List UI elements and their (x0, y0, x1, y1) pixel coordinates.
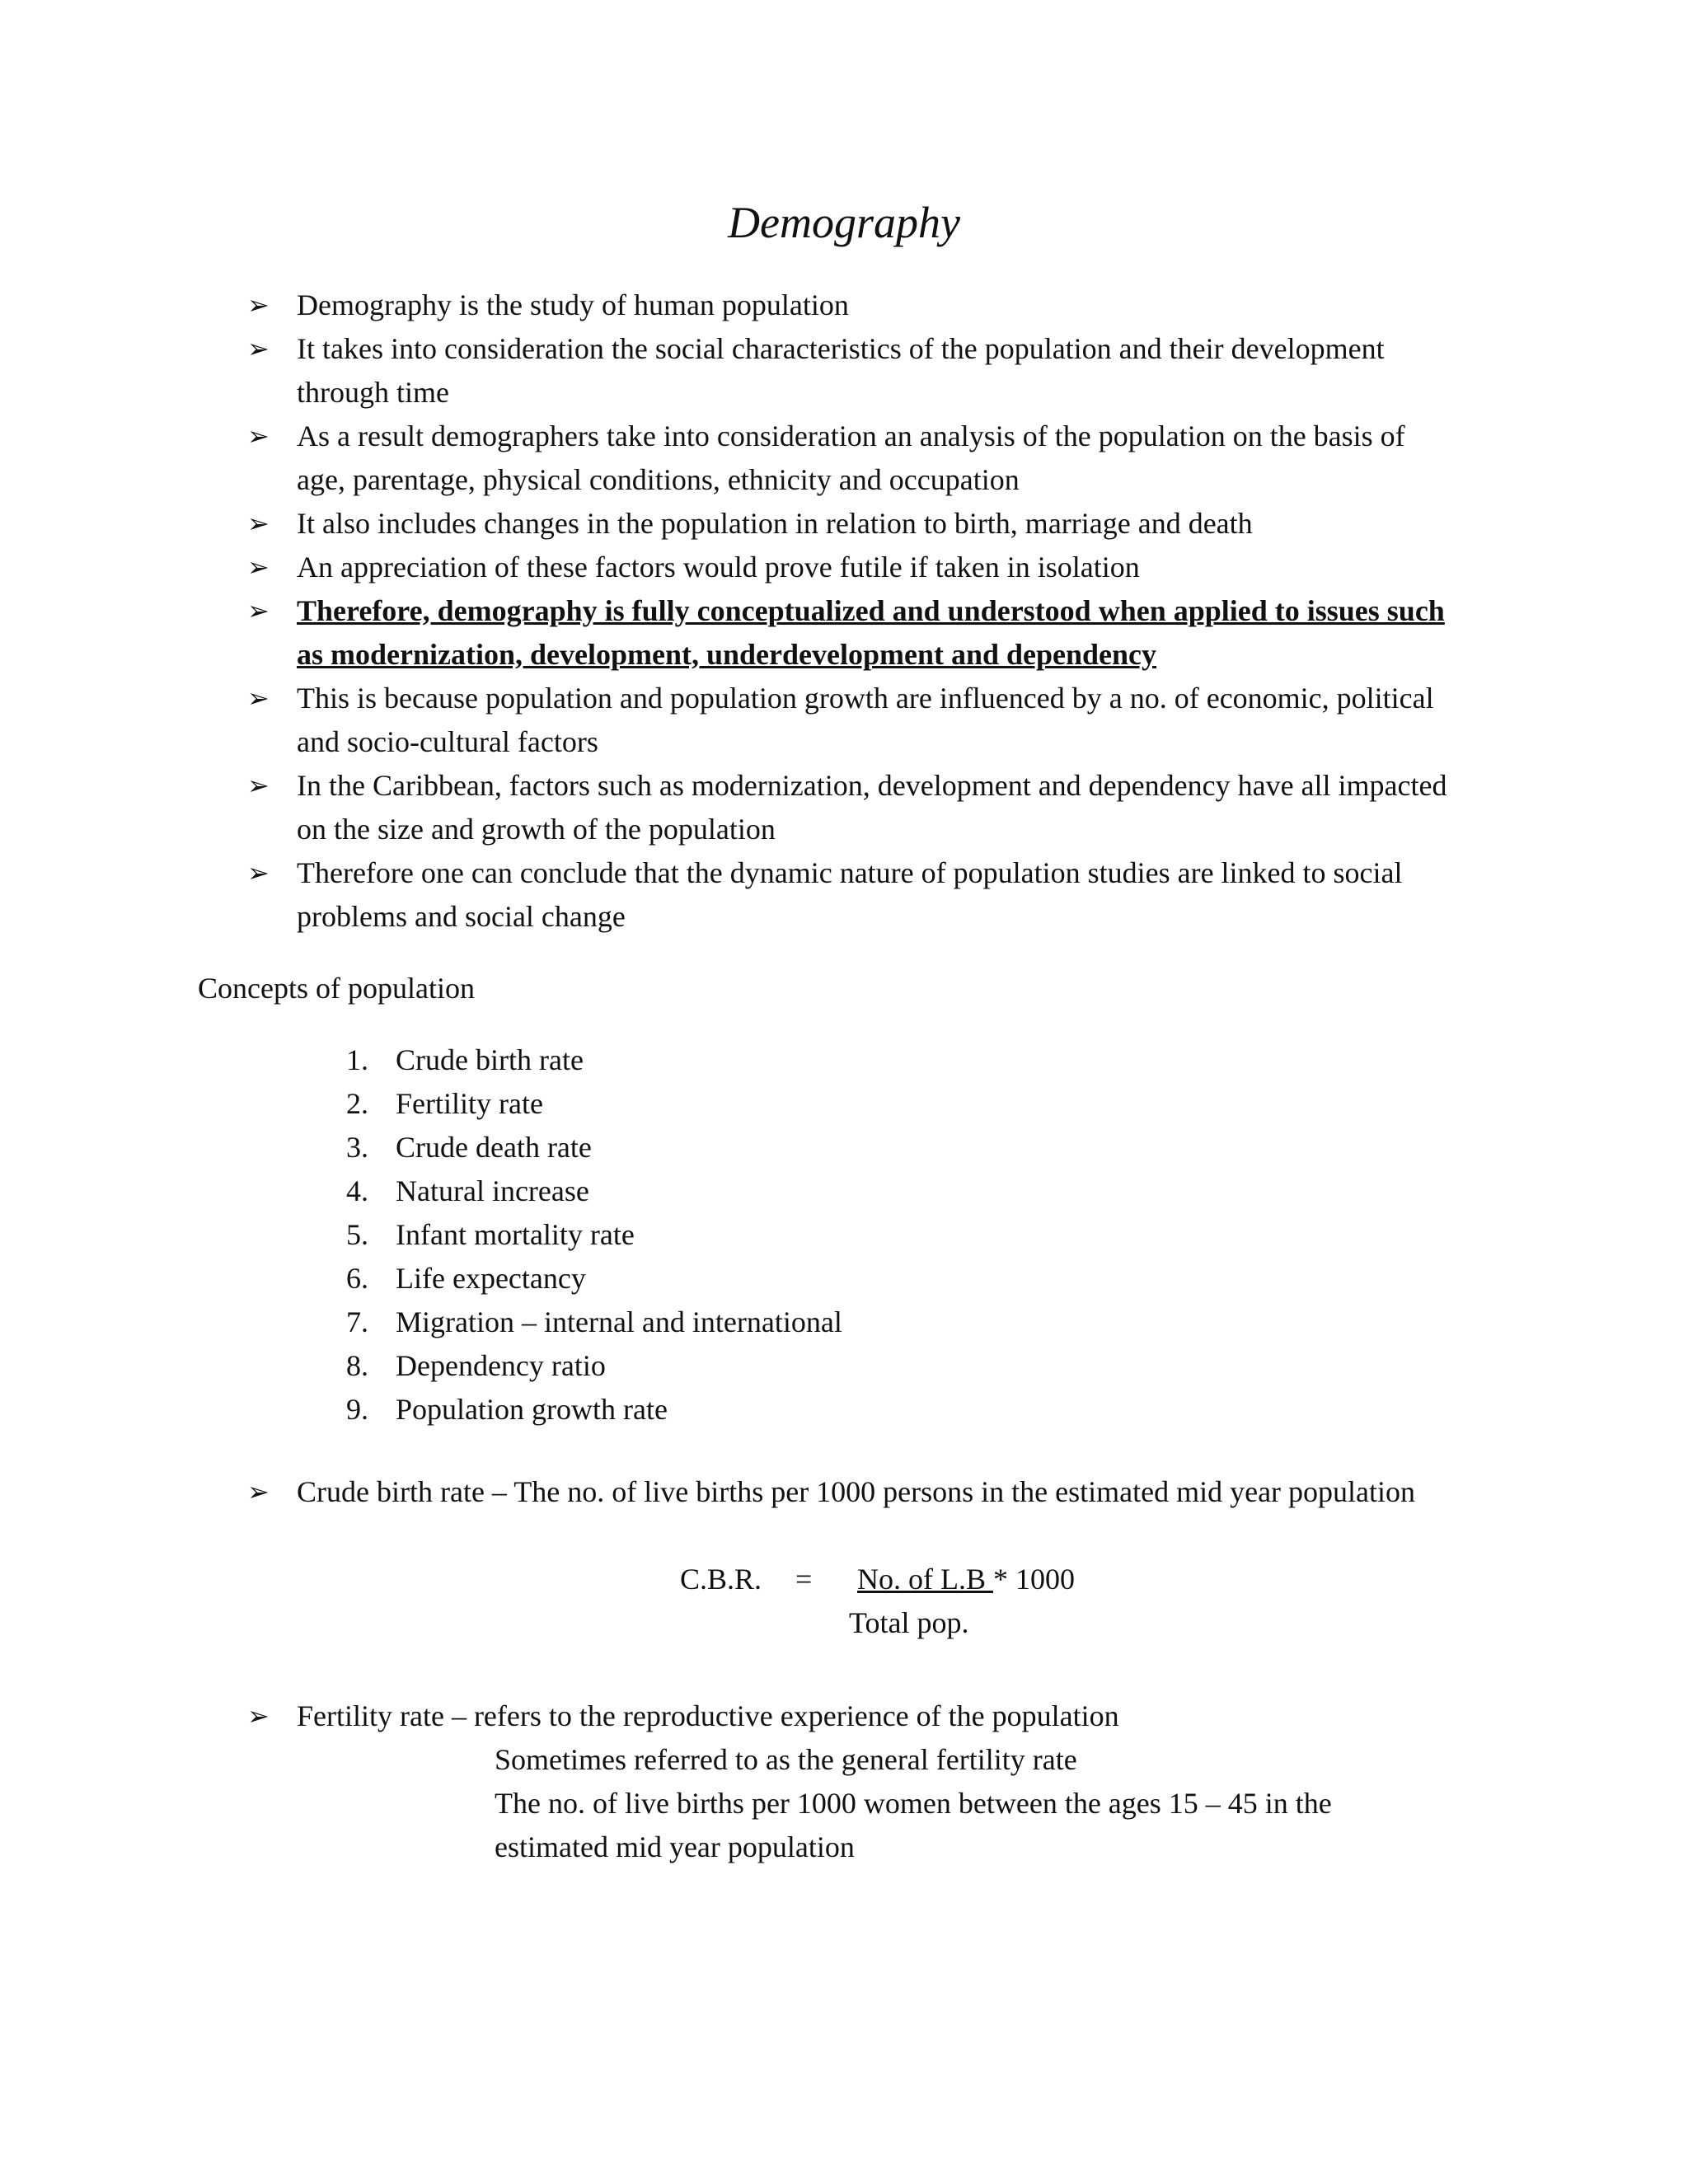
arrow-bullet-icon: ➢ (247, 1476, 270, 1507)
crude-birth-rate-definition (247, 1470, 1451, 1514)
list-item (346, 1388, 1170, 1432)
bullet-item (247, 677, 1451, 764)
bullet-item (247, 1694, 1451, 1738)
page-title: Demography (728, 198, 960, 247)
list-label: Fertility rate (396, 1087, 543, 1120)
list-item (346, 1344, 1170, 1388)
arrow-bullet-icon: ➢ (247, 682, 270, 714)
fertility-rate-definition (247, 1694, 1451, 1738)
list-item (346, 1169, 1170, 1213)
list-label: Life expectancy (396, 1262, 586, 1295)
bullet-item (247, 546, 1451, 589)
bullet-item (247, 327, 1451, 415)
list-item (346, 1038, 1170, 1082)
formula-denominator: Total pop. (849, 1606, 969, 1639)
formula-factor: * 1000 (993, 1563, 1075, 1596)
list-item (346, 1126, 1170, 1169)
bullet-item (247, 502, 1451, 546)
definition-text: Crude birth rate – The no. of live births per 1000 persons in the estimated mid year population (297, 1475, 1416, 1508)
list-label: Population growth rate (396, 1393, 668, 1426)
arrow-bullet-icon: ➢ (247, 551, 270, 583)
list-item (346, 1213, 1170, 1257)
arrow-bullet-icon: ➢ (247, 289, 270, 321)
list-label: Crude birth rate (396, 1043, 584, 1076)
bullet-text: In the Caribbean, factors such as modernization, development and dependency have all impacted on the size and growth of the population (297, 769, 1447, 846)
bullet-text: It also includes changes in the population in relation to birth, marriage and death (297, 507, 1253, 540)
list-number: 8. (346, 1349, 368, 1382)
arrow-bullet-icon: ➢ (247, 1700, 270, 1732)
list-label: Dependency ratio (396, 1349, 606, 1382)
list-number: 1. (346, 1043, 368, 1076)
list-label: Natural increase (396, 1174, 589, 1207)
bullet-text: An appreciation of these factors would prove futile if taken in isolation (297, 551, 1140, 583)
list-number: 9. (346, 1393, 368, 1426)
bullet-item (247, 764, 1451, 851)
arrow-bullet-icon: ➢ (247, 770, 270, 801)
concepts-heading: Concepts of population (198, 972, 475, 1005)
formula-lhs: C.B.R. (680, 1563, 762, 1596)
arrow-bullet-icon: ➢ (247, 595, 270, 626)
fertility-detail-line: The no. of live births per 1000 women between the ages 15 – 45 in the estimated mid year population (495, 1787, 1332, 1863)
list-number: 7. (346, 1305, 368, 1338)
formula-equals: = (795, 1563, 813, 1596)
formula-numerator (857, 1558, 1075, 1601)
bullet-item (247, 851, 1451, 939)
bullet-text: As a result demographers take into consideration an analysis of the population on the basis of age, parentage, physical conditions, ethnicity and occupation (297, 419, 1405, 496)
bullet-text: This is because population and population growth are influenced by a no. of economic, political and socio-cultural factors (297, 682, 1434, 758)
arrow-bullet-icon: ➢ (247, 508, 270, 539)
arrow-bullet-icon: ➢ (247, 420, 270, 452)
bullet-text-emphasis: Therefore, demography is fully conceptualized and understood when applied to issues such as modernization, development, underdevelopment and dependency (297, 594, 1445, 671)
bullet-item (247, 284, 1451, 327)
concepts-numbered-list (346, 1038, 1170, 1432)
formula-numerator-underlined: No. of L.B (857, 1563, 993, 1596)
list-number: 2. (346, 1087, 368, 1120)
list-number: 6. (346, 1262, 368, 1295)
bullet-text: Therefore one can conclude that the dynamic nature of population studies are linked to social problems and social change (297, 856, 1403, 933)
bullet-text: Demography is the study of human population (297, 288, 849, 321)
list-item (346, 1082, 1170, 1126)
list-item (346, 1257, 1170, 1301)
fertility-detail-line: Sometimes referred to as the general fertility rate (495, 1743, 1077, 1776)
arrow-bullet-icon: ➢ (247, 333, 270, 364)
bullet-item (247, 1470, 1451, 1514)
bullet-item-emphasis (247, 589, 1451, 677)
bullet-text: It takes into consideration the social characteristics of the population and their development through time (297, 332, 1385, 409)
list-label: Crude death rate (396, 1131, 592, 1164)
list-number: 3. (346, 1131, 368, 1164)
definition-text: Fertility rate – refers to the reproductive experience of the population (297, 1699, 1119, 1732)
cbr-formula (680, 1558, 1339, 1648)
list-number: 5. (346, 1218, 368, 1251)
list-label: Infant mortality rate (396, 1218, 635, 1251)
list-number: 4. (346, 1174, 368, 1207)
bullet-item (247, 415, 1451, 502)
fertility-rate-details (495, 1738, 1451, 1869)
list-item (346, 1301, 1170, 1344)
arrow-bullet-icon: ➢ (247, 857, 270, 888)
intro-bullet-list (247, 284, 1451, 939)
list-label: Migration – internal and international (396, 1305, 842, 1338)
